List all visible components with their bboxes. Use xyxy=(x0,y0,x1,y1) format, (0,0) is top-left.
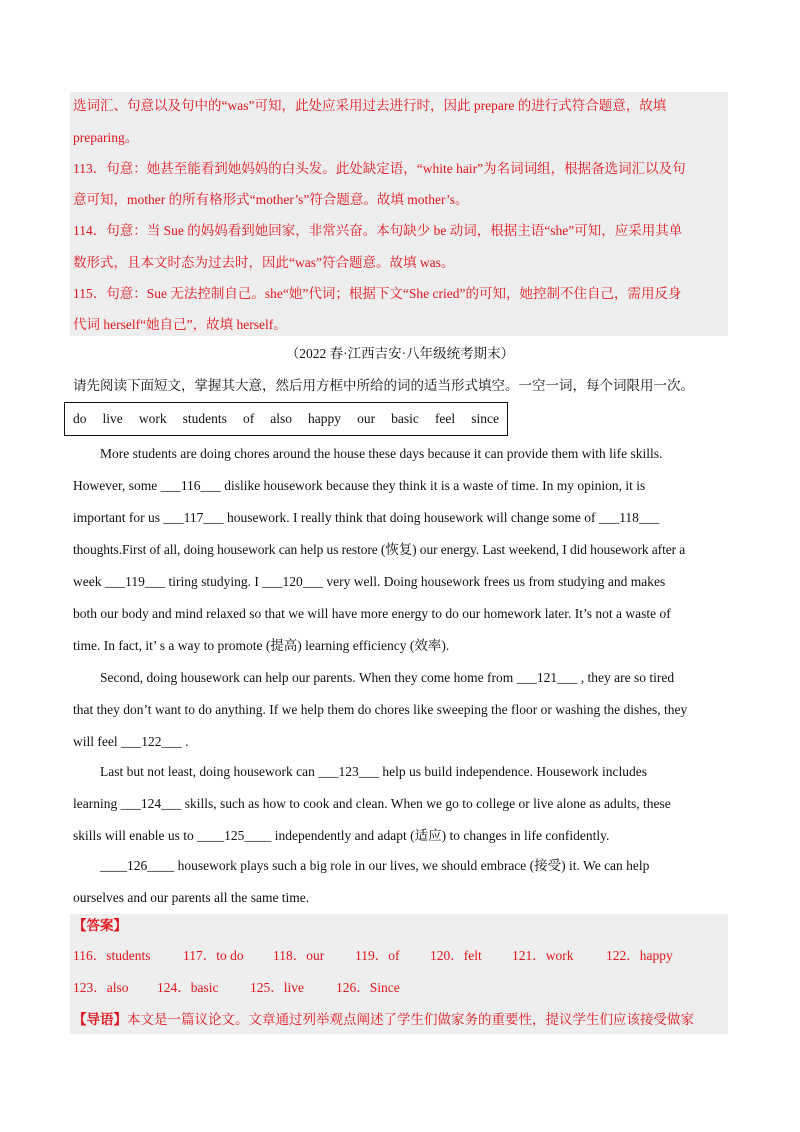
word-basic: basic xyxy=(391,411,419,426)
blank-116[interactable]: ___116___ xyxy=(160,478,221,493)
passage-p1-line-4: thoughts.First of all, doing housework can help us restore (恢复) our energy. Last weekend, I did housework after a xyxy=(73,542,686,557)
passage-text: important for us xyxy=(73,510,160,525)
explanation-line-2: preparing。 xyxy=(73,130,139,145)
word-do: do xyxy=(73,411,87,426)
blank-120[interactable]: ___120___ xyxy=(262,574,323,589)
blank-118[interactable]: ___118___ xyxy=(598,510,660,525)
passage-p4-line-2: ourselves and our parents all the same time. xyxy=(73,890,310,905)
answer-120: 120．felt xyxy=(430,948,482,963)
passage-text: housework. I really think that doing housework will change some of xyxy=(227,510,596,525)
passage-text: tiring studying. I xyxy=(168,574,259,589)
word-since: since xyxy=(471,411,499,426)
passage-p2-line-3 xyxy=(73,732,733,752)
passage-text: learning xyxy=(73,796,118,811)
passage-text: Second, doing housework can help our parents. When they come home from xyxy=(100,670,514,685)
answer-118: 118．our xyxy=(273,948,325,963)
explanation-line-3: 113．句意：她甚至能看到她妈妈的白头发。此处缺定语，“white hair”为名词词组，根据备选词汇以及句 xyxy=(73,161,686,176)
answer-126: 126．Since xyxy=(336,980,400,995)
passage-text: week xyxy=(73,574,102,589)
passage-p3-line-3 xyxy=(73,826,733,846)
blank-122[interactable]: ___122___ xyxy=(120,734,182,749)
explanation-line-1: 选词汇、句意以及句中的“was”可知，此处应采用过去进行时，因此 prepare 的进行式符合题意，故填 xyxy=(73,98,667,113)
blank-123[interactable]: ___123___ xyxy=(318,764,379,779)
explanation-line-8: 代词 herself“她自己”，故填 herself。 xyxy=(73,317,287,332)
passage-text: . xyxy=(185,734,189,749)
answer-121: 121．work xyxy=(512,948,574,963)
passage-p3-line-1 xyxy=(100,762,760,782)
passage-text: , they are so tired xyxy=(580,670,675,685)
explanation-line-5: 114．句意：当 Sue 的妈妈看到她回家，非常兴奋。本句缺少 be 动词，根据主语“she”可知，应采用其单 xyxy=(73,223,683,238)
word-work: work xyxy=(138,411,167,426)
question-source: （2022 春·江西吉安·八年级统考期末） xyxy=(285,346,515,361)
passage-p2-line-2: that they don’t want to do anything. If we help them do chores like sweeping the floor or washing the dishes, they xyxy=(73,702,688,717)
passage-text: will feel xyxy=(73,734,118,749)
guide-text: 本文是一篇议论文。文章通过列举观点阐述了学生们做家务的重要性，提议学生们应该接受做家 xyxy=(127,1012,694,1027)
blank-125[interactable]: ____125____ xyxy=(197,828,272,843)
word-feel: feel xyxy=(434,411,456,426)
passage-text: However, some xyxy=(73,478,158,493)
word-also: also xyxy=(270,411,292,426)
answer-122: 122．happy xyxy=(606,948,673,963)
word-of: of xyxy=(242,411,255,426)
passage-p2-line-1 xyxy=(100,668,760,688)
answer-125: 125．live xyxy=(250,980,304,995)
word-happy: happy xyxy=(308,411,342,426)
word-live: live xyxy=(102,411,123,426)
passage-p1-line-2 xyxy=(73,476,733,496)
passage-p1-line-1 xyxy=(100,444,760,464)
blank-126[interactable]: ____126____ xyxy=(100,858,175,873)
passage-p1-line-5 xyxy=(73,572,733,592)
explanation-line-7: 115．句意：Sue 无法控制自己。she“她”代词；根据下文“She cried”的可知，她控制不住自己，需用反身 xyxy=(73,286,682,301)
passage-text: help us build independence. Housework includes xyxy=(382,764,648,779)
passage-p1-line-6: both our body and mind relaxed so that we will have more energy to do our homework later. It’s not a waste of xyxy=(73,606,671,621)
instruction: 请先阅读下面短文，掌握其大意，然后用方框中所给的词的适当形式填空。一空一词，每个词限用一次。 xyxy=(73,378,694,393)
word-our: our xyxy=(357,411,376,426)
blank-117[interactable]: ___117___ xyxy=(163,510,224,525)
explanation-line-6: 数形式，且本文时态为过去时，因此“was”符合题意。故填 was。 xyxy=(73,255,455,270)
passage-p1-line-7: time. In fact, it’ s a way to promote (提高) learning efficiency (效率). xyxy=(73,638,450,653)
answer-124: 124．basic xyxy=(157,980,219,995)
passage-text: dislike housework because they think it is a waste of time. In my opinion, it is xyxy=(224,478,646,493)
answer-119: 119．of xyxy=(355,948,400,963)
passage-p1-line-3 xyxy=(73,508,733,528)
guide-line xyxy=(73,1010,733,1030)
blank-124[interactable]: ___124___ xyxy=(120,796,182,811)
passage-p4-line-1 xyxy=(100,856,760,876)
answer-123: 123．also xyxy=(73,980,129,995)
passage-text: skills will enable us to xyxy=(73,828,194,843)
passage-text: housework plays such a big role in our lives, we should embrace (接受) it. We can help xyxy=(177,858,650,873)
answer-label: 【答案】 xyxy=(73,918,127,933)
passage-text: very well. Doing housework frees us from studying and makes xyxy=(326,574,666,589)
passage-text: Last but not least, doing housework can xyxy=(100,764,315,779)
passage-text: skills, such as how to cook and clean. When we go to college or live alone as adults, these xyxy=(184,796,671,811)
answer-117: 117．to do xyxy=(183,948,244,963)
answer-116: 116．students xyxy=(73,948,151,963)
blank-119[interactable]: ___119___ xyxy=(104,574,166,589)
passage-text: More students are doing chores around the house these days because it can provide them with life skills. xyxy=(100,446,663,461)
word-students: students xyxy=(182,411,227,426)
guide-label: 【导语】 xyxy=(73,1012,127,1027)
explanation-line-4: 意可知，mother 的所有格形式“mother’s”符合题意。故填 mother’s。 xyxy=(73,192,469,207)
passage-text: independently and adapt (适应) to changes in life confidently. xyxy=(274,828,610,843)
passage-p3-line-2 xyxy=(73,794,733,814)
blank-121[interactable]: ___121___ xyxy=(516,670,578,685)
word-box xyxy=(64,402,508,436)
